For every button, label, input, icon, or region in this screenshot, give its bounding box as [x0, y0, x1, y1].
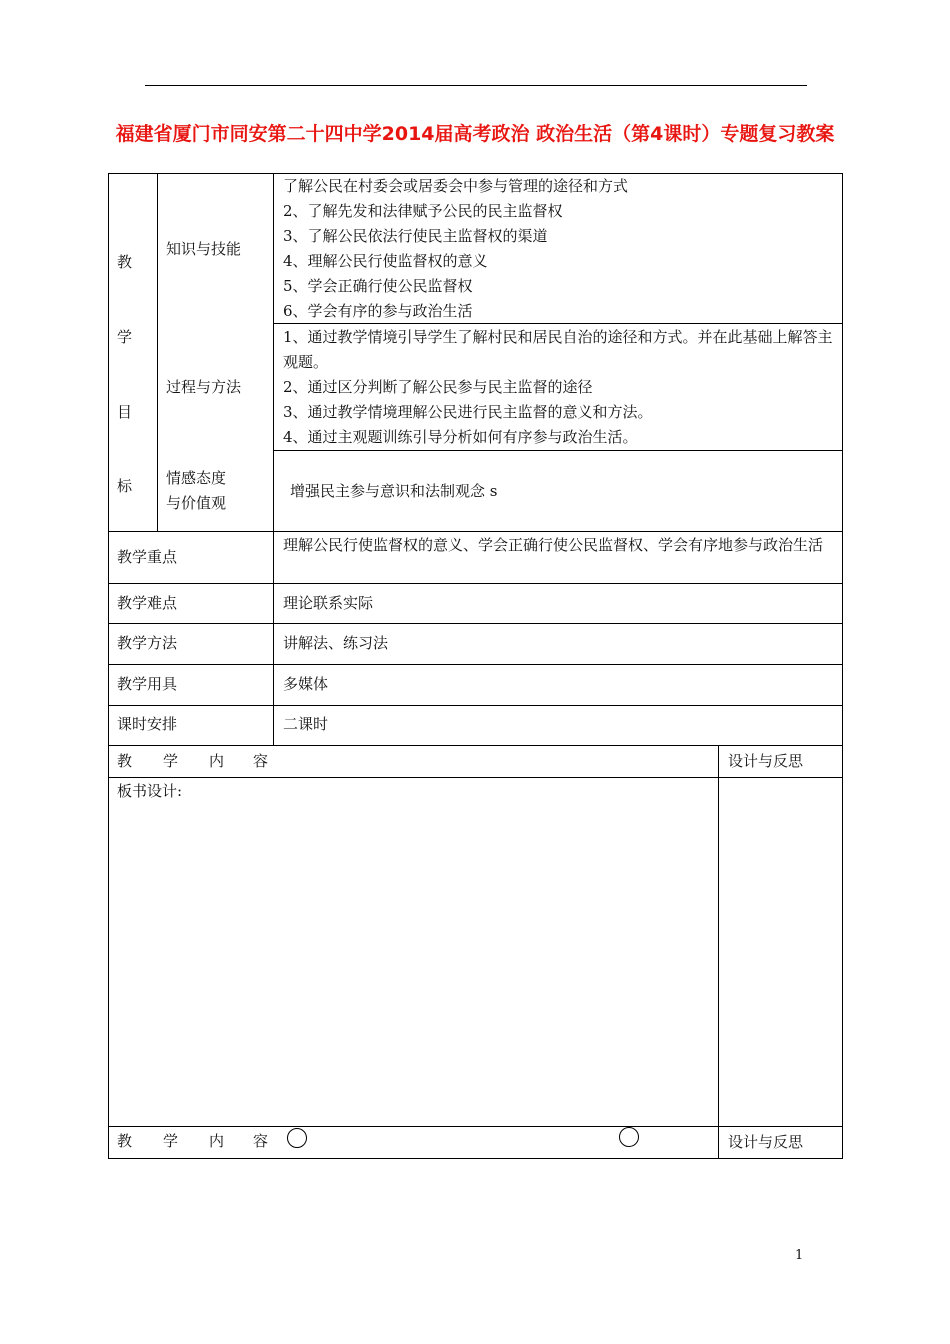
divider: [108, 531, 843, 532]
document-title: 福建省厦门市同安第二十四中学2014届高考政治 政治生活（第4课时）专题复习教案: [115, 123, 835, 145]
emotion-label: 情感态度: [166, 469, 227, 487]
process-label: 过程与方法: [166, 378, 242, 396]
knowledge-label: 知识与技能: [166, 240, 242, 258]
objectives-side-label-char: 教: [117, 253, 133, 271]
tools-value: 多媒体: [283, 675, 329, 693]
process-item: 3、通过教学情境理解公民进行民主监督的意义和方法。: [283, 403, 653, 421]
divider: [108, 664, 843, 665]
process-item: 2、通过区分判断了解公民参与民主监督的途径: [283, 378, 593, 396]
emotion-content: 增强民主参与意识和法制观念 s: [290, 482, 498, 500]
tools-label: 教学用具: [117, 675, 178, 693]
divider: [108, 583, 843, 584]
divider: [273, 173, 274, 745]
knowledge-item: 了解公民在村委会或居委会中参与管理的途径和方式: [283, 177, 629, 195]
schedule-value: 二课时: [283, 715, 329, 733]
reflection-header: 设计与反思: [728, 752, 804, 770]
board-design-label: 板书设计:: [117, 782, 183, 800]
focus-value: 理解公民行使监督权的意义、学会正确行使公民监督权、学会有序地参与政治生活: [283, 536, 824, 554]
divider: [108, 705, 843, 706]
knowledge-item: 3、了解公民依法行使民主监督权的渠道: [283, 227, 548, 245]
content-header-char: 学: [163, 752, 179, 770]
circle-icon: [619, 1127, 639, 1147]
content-header-char: 容: [253, 752, 269, 770]
objectives-side-label-char: 学: [117, 328, 133, 346]
page-number: 1: [795, 1248, 804, 1263]
difficulty-value: 理论联系实际: [283, 594, 374, 612]
process-item: 4、通过主观题训练引导分析如何有序参与政治生活。: [283, 428, 638, 446]
schedule-label: 课时安排: [117, 715, 178, 733]
knowledge-item: 2、了解先发和法律赋予公民的民主监督权: [283, 202, 563, 220]
knowledge-item: 5、学会正确行使公民监督权: [283, 277, 473, 295]
difficulty-label: 教学难点: [117, 594, 178, 612]
knowledge-item: 4、理解公民行使监督权的意义: [283, 252, 488, 270]
content-header-char: 内: [209, 1132, 225, 1150]
knowledge-item: 6、学会有序的参与政治生活: [283, 302, 473, 320]
process-item: 1、通过教学情境引导学生了解村民和居民自治的途径和方式。并在此基础上解答主观题。: [283, 328, 833, 371]
circle-icon: [287, 1128, 307, 1148]
objectives-side-label-char: 标: [117, 477, 133, 495]
content-header-char: 内: [209, 752, 225, 770]
divider: [108, 1126, 843, 1127]
lesson-plan-table: [108, 173, 843, 1159]
content-header-char: 容: [253, 1132, 269, 1150]
emotion-label: 与价值观: [166, 494, 227, 512]
divider: [108, 745, 843, 746]
objectives-side-label-char: 目: [117, 403, 133, 421]
method-value: 讲解法、练习法: [283, 634, 389, 652]
divider: [108, 777, 843, 778]
content-header-char: 学: [163, 1132, 179, 1150]
focus-label: 教学重点: [117, 548, 178, 566]
content-header-char: 教: [117, 752, 133, 770]
divider: [108, 623, 843, 624]
divider: [718, 745, 719, 1159]
header-rule: [145, 85, 807, 86]
reflection-header: 设计与反思: [728, 1133, 804, 1151]
method-label: 教学方法: [117, 634, 178, 652]
content-header-char: 教: [117, 1132, 133, 1150]
divider: [157, 173, 158, 531]
divider: [273, 450, 843, 451]
